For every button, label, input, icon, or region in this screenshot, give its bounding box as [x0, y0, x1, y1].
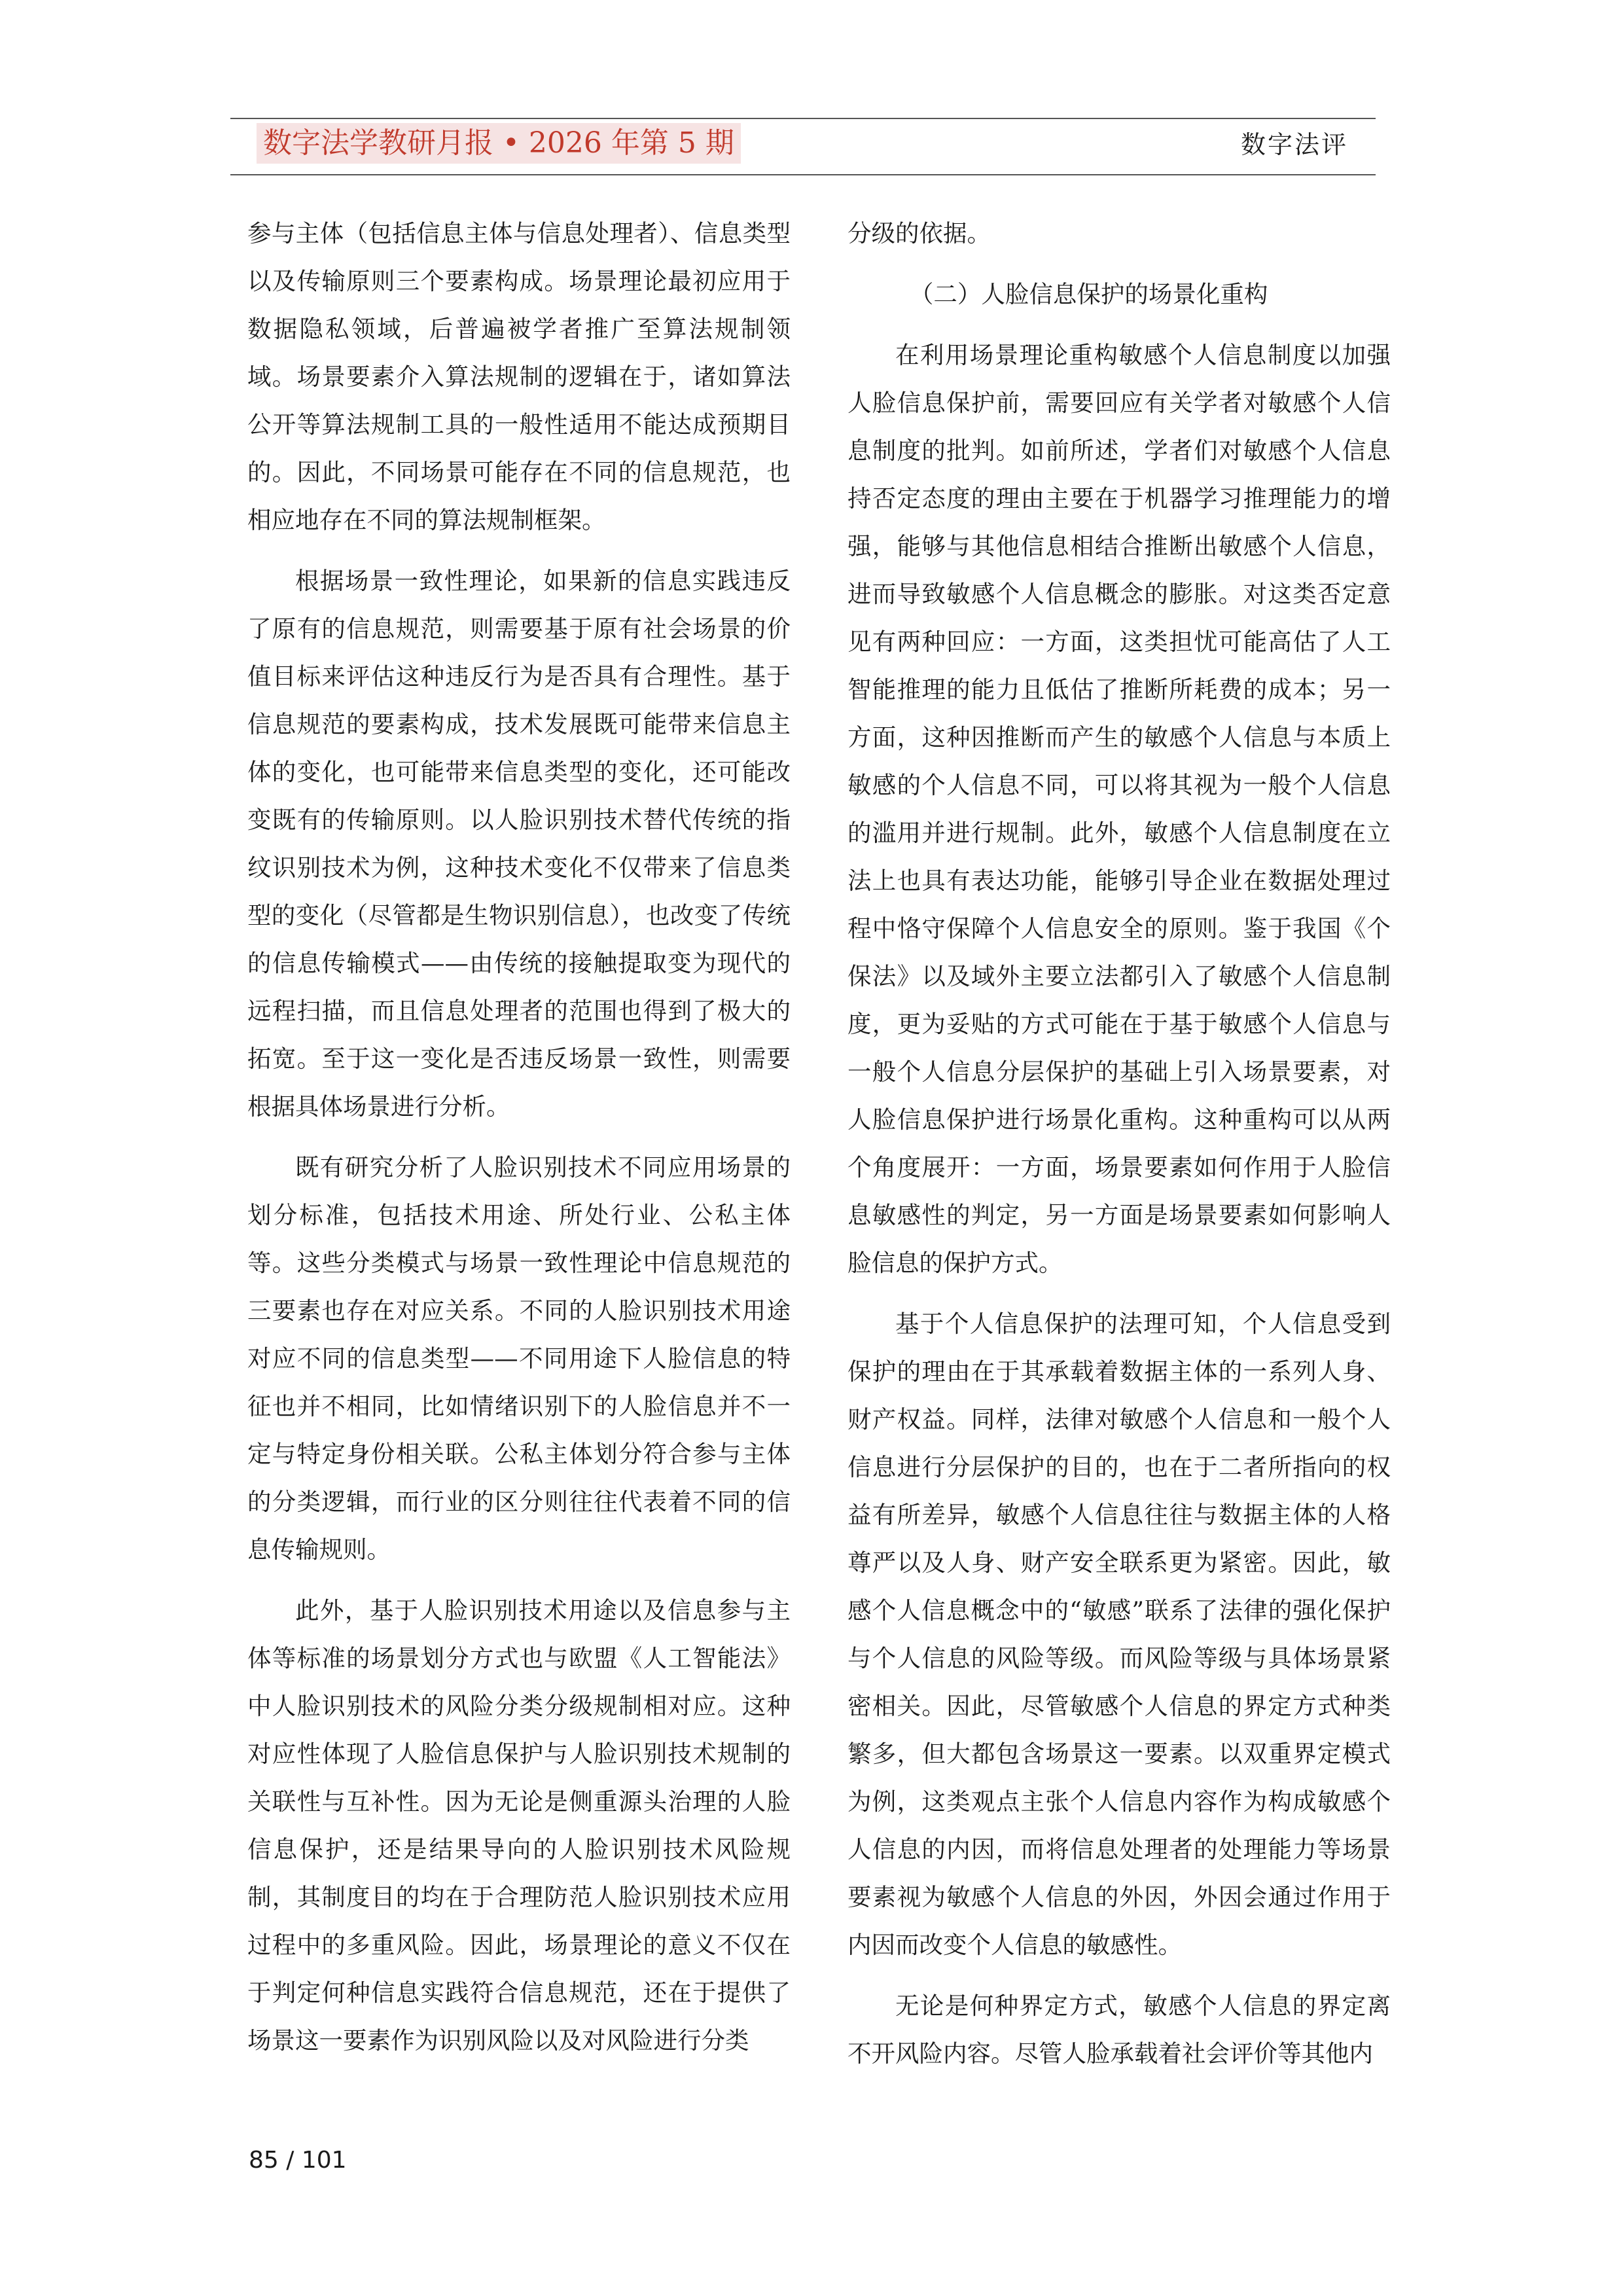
paragraph-continuation: 分级的依据。	[847, 219, 991, 247]
section-title: 数字法评	[1240, 130, 1348, 159]
left-column	[247, 209, 791, 2077]
paragraph: 无论是何种界定方式，敏感个人信息的界定离不开风险内容。尽管人脸承载着社会评价等其他内	[847, 1992, 1391, 2068]
paragraph: 根据场景一致性理论，如果新的信息实践违反了原有的信息规范，则需要基于原有社会场景的价值目标来评估这种违反行为是否具有合理性。基于信息规范的要素构成，技术发展既可能带来信息主体的变化，也可能带来信息类型的变化，还可能改变既有的传输原则。以人脸识别技术替代传统的指纹识别技术为例，这种技术变化不仅带来了信息类型的变化（尽管都是生物识别信息），也改变了传统的信息传输模式——由传统的接触提取变为现代的远程扫描，而且信息处理者的范围也得到了极大的拓宽。至于这一变化是否违反场景一致性，则需要根据具体场景进行分析。	[247, 567, 791, 1121]
section-subheading: （二）人脸信息保护的场景化重构	[909, 280, 1268, 308]
page-number: 85 / 101	[249, 2147, 347, 2174]
paragraph: 参与主体（包括信息主体与信息处理者）、信息类型以及传输原则三个要素构成。场景理论最初应用于数据隐私领域，后普遍被学者推广至算法规制领域。场景要素介入算法规制的逻辑在于，诸如算法公开等算法规制工具的一般性适用不能达成预期目的。因此，不同场景可能存在不同的信息规范，也相应地存在不同的算法规制框架。	[247, 219, 791, 534]
paragraph: 在利用场景理论重构敏感个人信息制度以加强人脸信息保护前，需要回应有关学者对敏感个人信息制度的批判。如前所述，学者们对敏感个人信息持否定态度的理由主要在于机器学习推理能力的增强，能够与其他信息相结合推断出敏感个人信息，进而导致敏感个人信息概念的膨胀。对这类否定意见有两种回应：一方面，这类担忧可能高估了人工智能推理的能力且低估了推断所耗费的成本；另一方面，这种因推断而产生的敏感个人信息与本质上敏感的个人信息不同，可以将其视为一般个人信息的滥用并进行规制。此外，敏感个人信息制度在立法上也具有表达功能，能够引导企业在数据处理过程中恪守保障个人信息安全的原则。鉴于我国《个保法》以及域外主要立法都引入了敏感个人信息制度，更为妥贴的方式可能在于基于敏感个人信息与一般个人信息分层保护的基础上引入场景要素，对人脸信息保护进行场景化重构。这种重构可以从两个角度展开：一方面，场景要素如何作用于人脸信息敏感性的判定，另一方面是场景要素如何影响人脸信息的保护方式。	[847, 341, 1391, 1277]
paragraph: 既有研究分析了人脸识别技术不同应用场景的划分标准，包括技术用途、所处行业、公私主体等。这些分类模式与场景一致性理论中信息规范的三要素也存在对应关系。不同的人脸识别技术用途对应不同的信息类型——不同用途下人脸信息的特征也并不相同，比如情绪识别下的人脸信息并不一定与特定身份相关联。公私主体划分符合参与主体的分类逻辑，而行业的区分则往往代表着不同的信息传输规则。	[247, 1153, 791, 1564]
header-top-rule	[230, 118, 1376, 119]
paragraph: 基于个人信息保护的法理可知，个人信息受到保护的理由在于其承载着数据主体的一系列人身、财产权益。同样，法律对敏感个人信息和一般个人信息进行分层保护的目的，也在于二者所指向的权益有所差异，敏感个人信息往往与数据主体的人格尊严以及人身、财产安全联系更为紧密。因此，敏感个人信息概念中的“敏感”联系了法律的强化保护与个人信息的风险等级。而风险等级与具体场景紧密相关。因此，尽管敏感个人信息的界定方式种类繁多，但大都包含场景这一要素。以双重界定模式为例，这类观点主张个人信息内容作为构成敏感个人信息的内因，而将信息处理者的处理能力等场景要素视为敏感个人信息的外因，外因会通过作用于内因而改变个人信息的敏感性。	[847, 1310, 1391, 1959]
header-bottom-rule	[230, 174, 1376, 175]
paragraph: 此外，基于人脸识别技术用途以及信息参与主体等标准的场景划分方式也与欧盟《人工智能法》中人脸识别技术的风险分类分级规制相对应。这种对应性体现了人脸信息保护与人脸识别技术规制的关联性与互补性。因为无论是侧重源头治理的人脸信息保护，还是结果导向的人脸识别技术风险规制，其制度目的均在于合理防范人脸识别技术应用过程中的多重风险。因此，场景理论的意义不仅在于判定何种信息实践符合信息规范，还在于提供了场景这一要素作为识别风险以及对风险进行分类	[247, 1596, 791, 2054]
journal-title: 数字法学教研月报 • 2026 年第 5 期	[257, 123, 741, 164]
right-column	[847, 209, 1391, 2090]
